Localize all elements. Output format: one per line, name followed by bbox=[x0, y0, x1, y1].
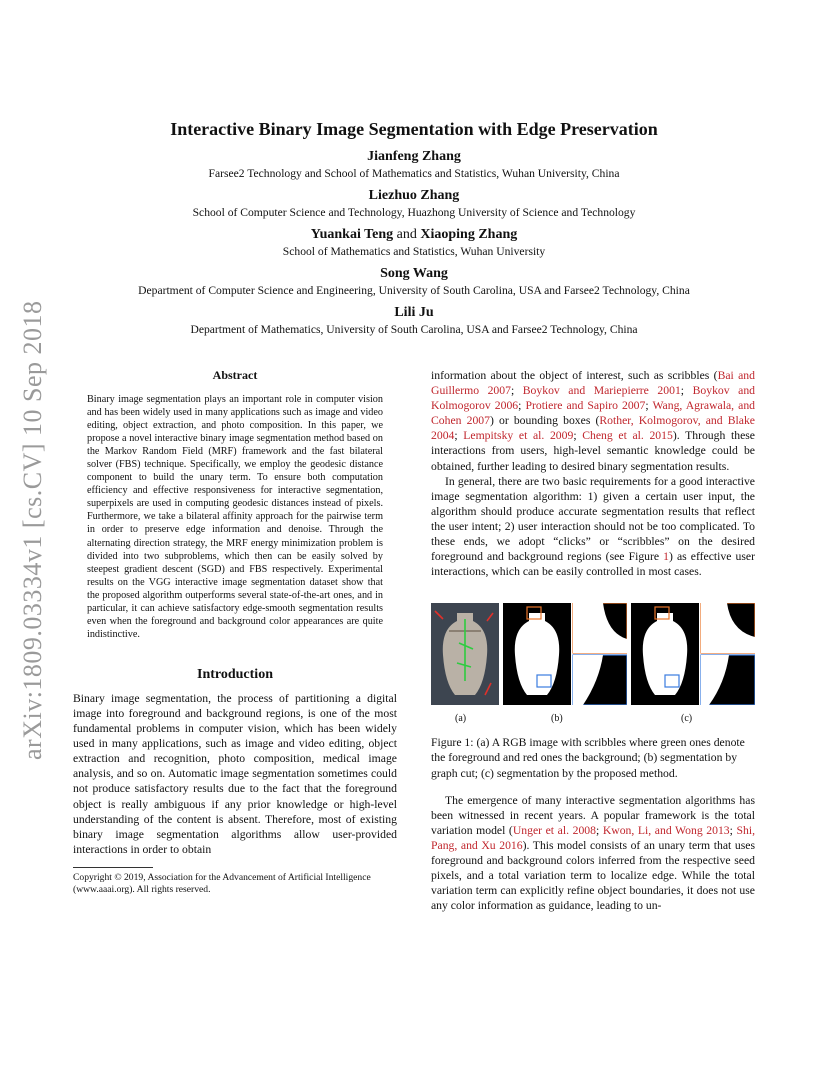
text-run: In general, there are two basic requirements for a good interactive image segmentation algorithm: 1) given a certain user input, the algorithm should produce accurate segmentation results that reflect the user intent; 2) user interaction should not be too complicated. To these ends, we adopt “clicks” or “scribbles” on the desired foreground and background regions (see Figure bbox=[431, 474, 755, 564]
text-run: ; bbox=[454, 429, 464, 443]
figure-panel-b-graphcut bbox=[503, 603, 627, 705]
text-run: ; bbox=[645, 399, 653, 413]
citation-link[interactable]: Kwon, Li, and Wong 2013 bbox=[602, 823, 730, 837]
text-run: ; bbox=[680, 384, 693, 398]
copyright-text: 2019, Association for the Advancement of Artificial Intelligence (www.aaai.org). All rights reserved. bbox=[73, 871, 371, 896]
copyright-prefix: Copyright bbox=[73, 871, 115, 883]
author-name-pair bbox=[60, 226, 768, 244]
section-heading-introduction: Introduction bbox=[197, 666, 273, 682]
author-affiliation: Department of Computer Science and Engineering, University of South Carolina, USA and Farsee2 Technology, China bbox=[138, 284, 690, 297]
author-block bbox=[60, 265, 768, 298]
text-run: ). Through these interactions from users, high-level semantic knowledge could be obtained, further leading to desired binary segmentation results. bbox=[431, 429, 755, 473]
figure-label-b: (b) bbox=[551, 713, 563, 725]
body-paragraph bbox=[431, 793, 755, 914]
author-block bbox=[60, 304, 768, 337]
right-column bbox=[431, 368, 755, 913]
text-run: ; bbox=[573, 429, 583, 443]
author-name: Xiaoping Zhang bbox=[420, 227, 518, 242]
citation-link[interactable]: Boykov and Mariepierre 2001 bbox=[522, 384, 681, 398]
author-block bbox=[60, 226, 768, 259]
figure-label-a: (a) bbox=[455, 713, 467, 725]
citation-link[interactable]: Wang, Agrawala, and Cohen 2007 bbox=[431, 399, 756, 428]
left-column bbox=[73, 368, 397, 897]
paper-title: Interactive Binary Image Segmentation with Edge Preservation bbox=[170, 119, 658, 139]
figure-1 bbox=[431, 593, 755, 713]
text-run: ; bbox=[518, 399, 526, 413]
citation-link[interactable]: Unger et al. 2008 bbox=[512, 823, 596, 837]
paper-header bbox=[60, 118, 768, 343]
citation-link[interactable]: Rother, Kolmogorov, and Blake 2004 bbox=[431, 414, 755, 443]
text-run: The emergence of many interactive segmentation algorithms has been witnessed in recent years. A popular framework is the total variation model ( bbox=[431, 793, 755, 837]
text-run: ) or bounding boxes ( bbox=[490, 414, 600, 428]
author-name: Jianfeng Zhang bbox=[367, 149, 461, 164]
citation-link[interactable]: Cheng et al. 2015 bbox=[582, 429, 673, 443]
author-affiliation: Department of Mathematics, University of South Carolina, USA and Farsee2 Technology, China bbox=[190, 323, 638, 336]
author-name: Yuankai Teng bbox=[310, 227, 394, 242]
text-run: ). This model consists of an unary term that uses foreground and background colors inferred from the respective seed pixels, and a total variation term to localize edge. While the total variation term can explicitly refine object boundaries, it does not use any color information as guidance, leading to un- bbox=[431, 838, 755, 913]
citation-link[interactable]: Shi, Pang, and Xu 2016 bbox=[431, 823, 756, 852]
figure-reference-link[interactable]: 1 bbox=[663, 550, 670, 564]
text-run: ; bbox=[595, 823, 603, 837]
citation-link[interactable]: Boykov and Kolmogorov 2006 bbox=[431, 384, 756, 413]
text-run: ) as effective user interactions, which can be easily controlled in most cases. bbox=[431, 550, 755, 579]
author-affiliation: School of Mathematics and Statistics, Wuhan University bbox=[282, 245, 546, 258]
figure-panel-a-photo bbox=[431, 603, 499, 705]
citation-link[interactable]: Bai and Guillermo 2007 bbox=[431, 369, 755, 398]
author-block bbox=[60, 187, 768, 220]
citation-link[interactable]: Lempitsky et al. 2009 bbox=[463, 429, 574, 443]
copyright-symbol: © bbox=[114, 871, 122, 883]
text-run: information about the object of interest, such as scribbles ( bbox=[431, 369, 718, 382]
text-run: ; bbox=[510, 384, 523, 398]
text-run: ; bbox=[729, 823, 737, 837]
abstract-heading: Abstract bbox=[212, 368, 258, 382]
figure-caption: Figure 1: (a) A RGB image with scribbles where green ones denote the foreground and red ones the background; (b) segmentation by graph cut; (c) segmentation by the proposed method. bbox=[431, 736, 745, 780]
footnote-rule bbox=[73, 867, 153, 868]
author-conjunction: and bbox=[396, 227, 417, 242]
author-affiliation: Farsee2 Technology and School of Mathematics and Statistics, Wuhan University, China bbox=[208, 167, 620, 180]
author-name: Lili Ju bbox=[394, 305, 434, 320]
citation-link[interactable]: Protiere and Sapiro 2007 bbox=[525, 399, 646, 413]
author-block bbox=[60, 148, 768, 181]
abstract-text: Binary image segmentation plays an important role in computer vision and has been widely used in many applications such as image and video editing, object extraction, and photo composition. In this paper, we propose a novel interactive binary image segmentation method based on the Markov Random Field (MRF) framework and the fast bilateral solver (FBS) technique. Specifically, we employ the geodesic distance component to build the unary term. To ensure both computation efficiency and effective responsiveness for interactive segmentation, superpixels are used in computing geodesic distances instead of pixels. Furthermore, we take a bilateral affinity approach for the pairwise term in order to preserve edge information and denoise. Through the alternating direction strategy, the MRF energy minimization problem is divided into two subproblems, which then can be easily solved by steepest gradient descent (SGD) and FBS respectively. Experimental results on the VGG interactive image segmentation dataset show that the proposed algorithm outperforms several state-of-the-art ones, and in particular, it can achieve satisfactory edge-smooth segmentation results even when the foreground and background color appearances are quite indistinctive. bbox=[87, 394, 383, 640]
body-paragraph bbox=[431, 368, 755, 474]
intro-paragraph: Binary image segmentation, the process of partitioning a digital image into foreground and background regions, is one of the most fundamental problems in computer vision, which has been widely used in many applications, such as image and video editing, object extraction and recognition, photo composition, medical image analysis, and so on. Automatic image segmentation sometimes could not produce satisfactory results due to the fact that the foreground object is really ambiguous if any prior knowledge or high-level understanding of the content is absent. Therefore, most of existing binary image segmentation algorithms allow user-provided interactions in order to obtain bbox=[73, 691, 397, 856]
copyright-footnote bbox=[73, 872, 397, 897]
author-name: Liezhuo Zhang bbox=[368, 188, 460, 203]
author-affiliation: School of Computer Science and Technology, Huazhong University of Science and Technology bbox=[192, 206, 636, 219]
arxiv-identifier: arXiv:1809.03334v1 [cs.CV] 10 Sep 2018 bbox=[18, 300, 47, 760]
figure-panel-labels bbox=[431, 713, 755, 729]
author-name: Song Wang bbox=[380, 266, 448, 281]
figure-panel-c-proposed bbox=[631, 603, 755, 705]
figure-label-c: (c) bbox=[681, 713, 693, 725]
body-paragraph bbox=[431, 474, 755, 580]
